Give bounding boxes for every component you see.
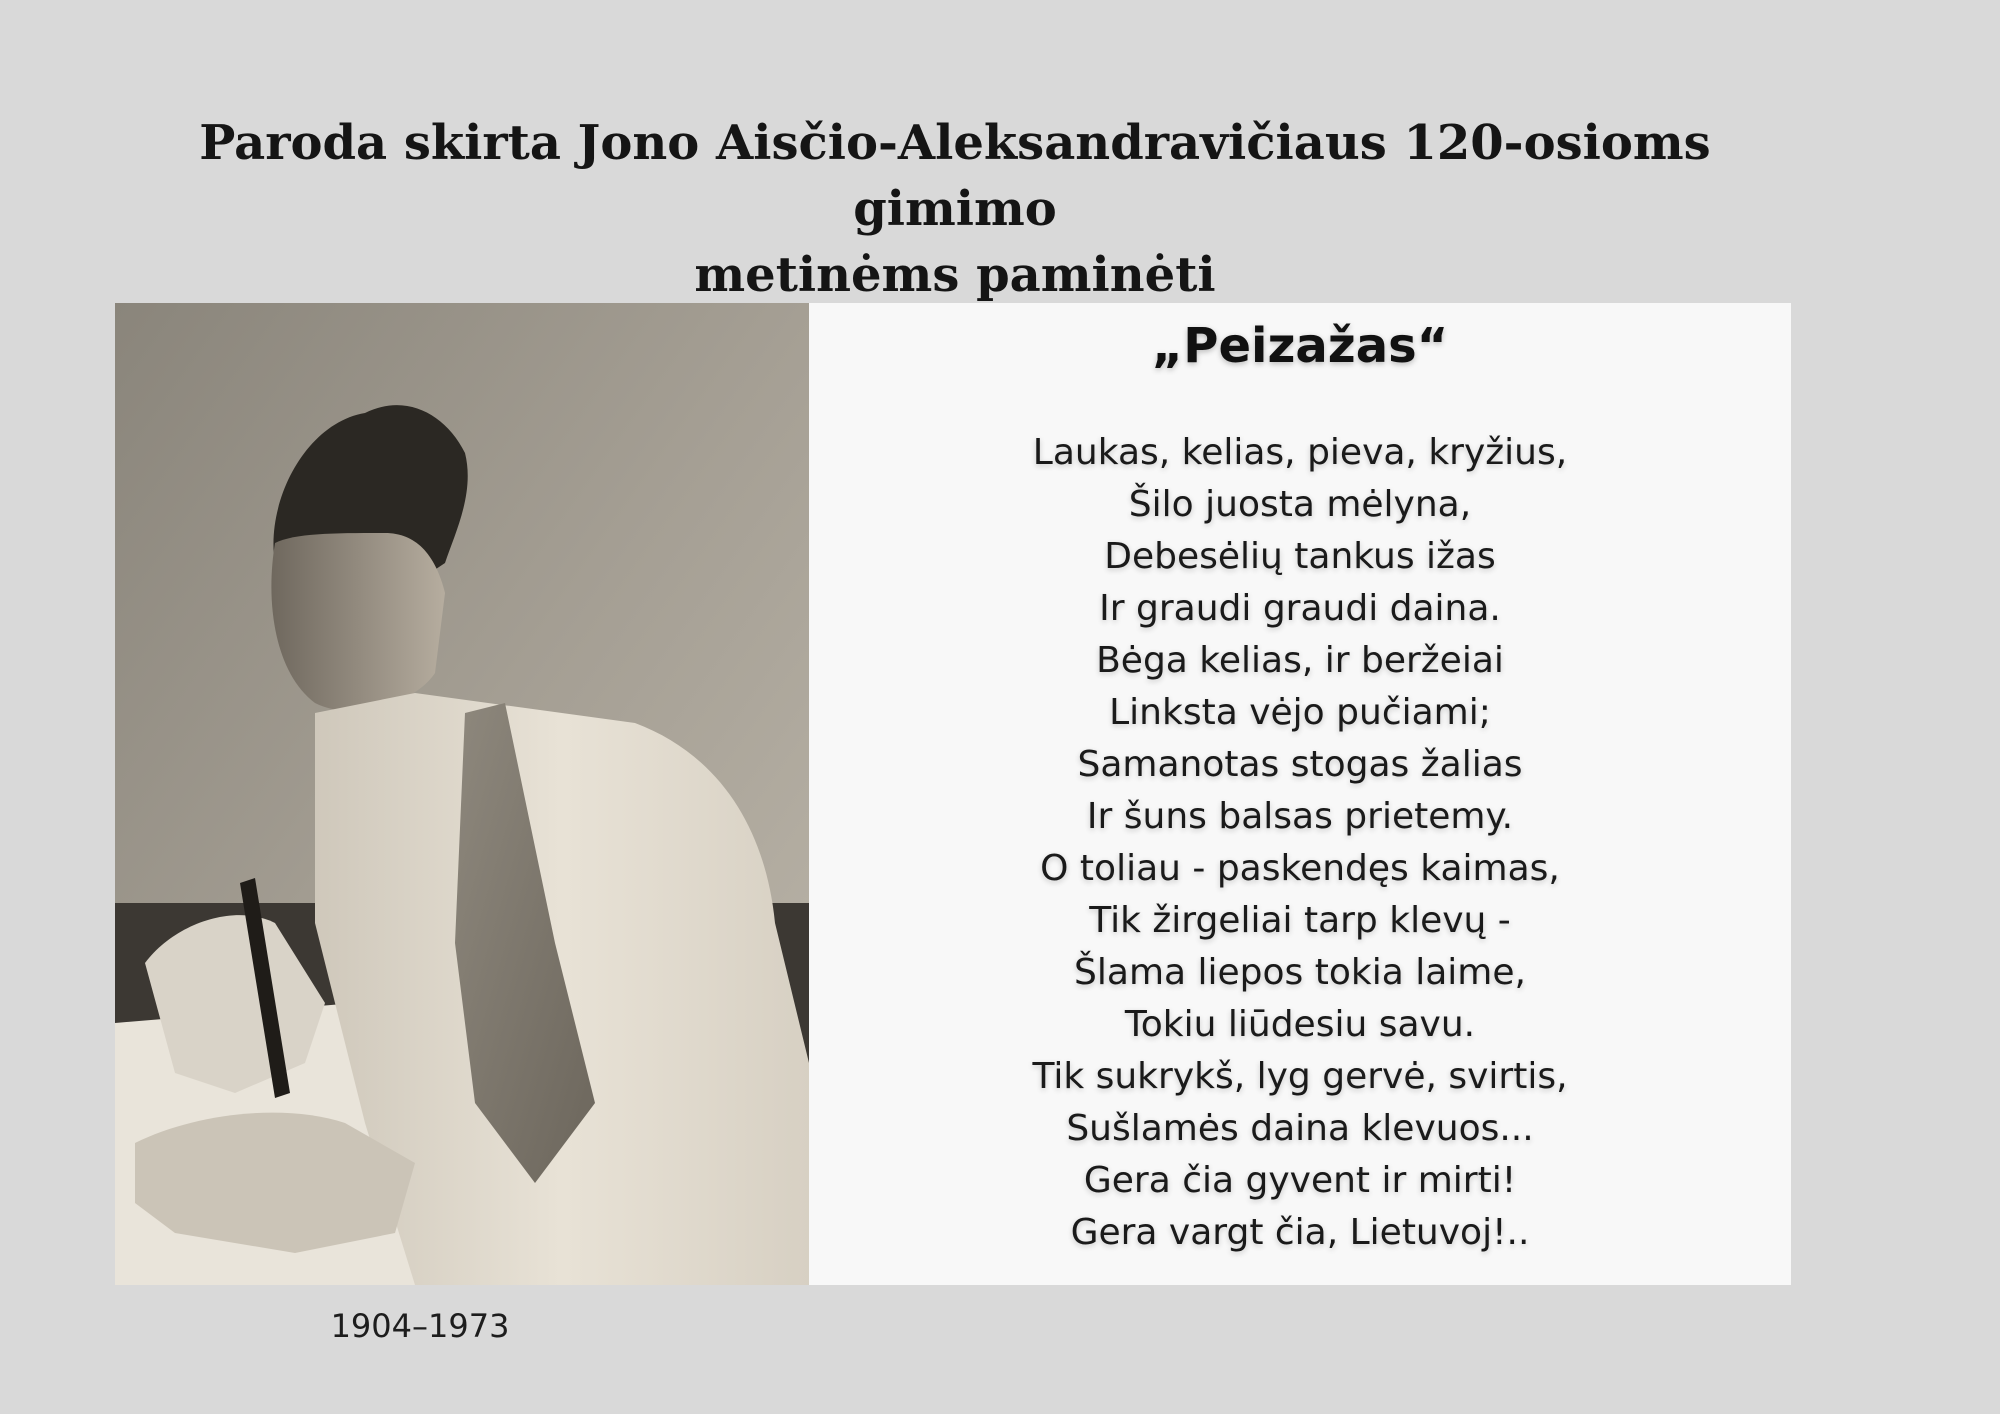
poem-line: O toliau - paskendęs kaimas, [1040,848,1560,889]
poem-line: Debesėlių tankus ižas [1104,536,1496,577]
poem-panel [809,303,1791,1285]
poem-line: Šlama liepos tokia laime, [1074,952,1526,993]
poem-line: Sušlamės daina klevuos... [1066,1108,1534,1149]
poem-line: Tik žirgeliai tarp klevų - [1089,900,1511,941]
poem-line: Tik sukrykš, lyg gervė, svirtis, [1032,1056,1568,1097]
poem-line: Tokiu liūdesiu savu. [1124,1004,1476,1045]
poem-line: Laukas, kelias, pieva, kryžius, [1032,432,1568,473]
portrait-photo [115,303,809,1285]
poem-lines [809,427,1791,1259]
poem-line: Šilo juosta mėlyna, [1128,484,1472,525]
page-title-line-2: metinėms paminėti [694,247,1216,303]
poem-line: Gera vargt čia, Lietuvoj!.. [1070,1212,1530,1253]
poem-line: Samanotas stogas žalias [1077,744,1523,785]
poem-line: Ir graudi graudi daina. [1099,588,1501,629]
poem-title: „Peizažas“ [1151,318,1449,374]
poem-line: Bėga kelias, ir beržeiai [1096,640,1504,681]
poem-line: Gera čia gyvent ir mirti! [1083,1160,1517,1201]
poem-line: Linksta vėjo pučiami; [1109,692,1491,733]
page-title [100,110,1810,308]
poem-line: Ir šuns balsas prietemy. [1086,796,1514,837]
page-title-line-1: Paroda skirta Jono Aisčio-Aleksandravičiaus 120-osioms gimimo [199,115,1711,237]
portrait-caption: 1904–1973 [330,1307,510,1345]
